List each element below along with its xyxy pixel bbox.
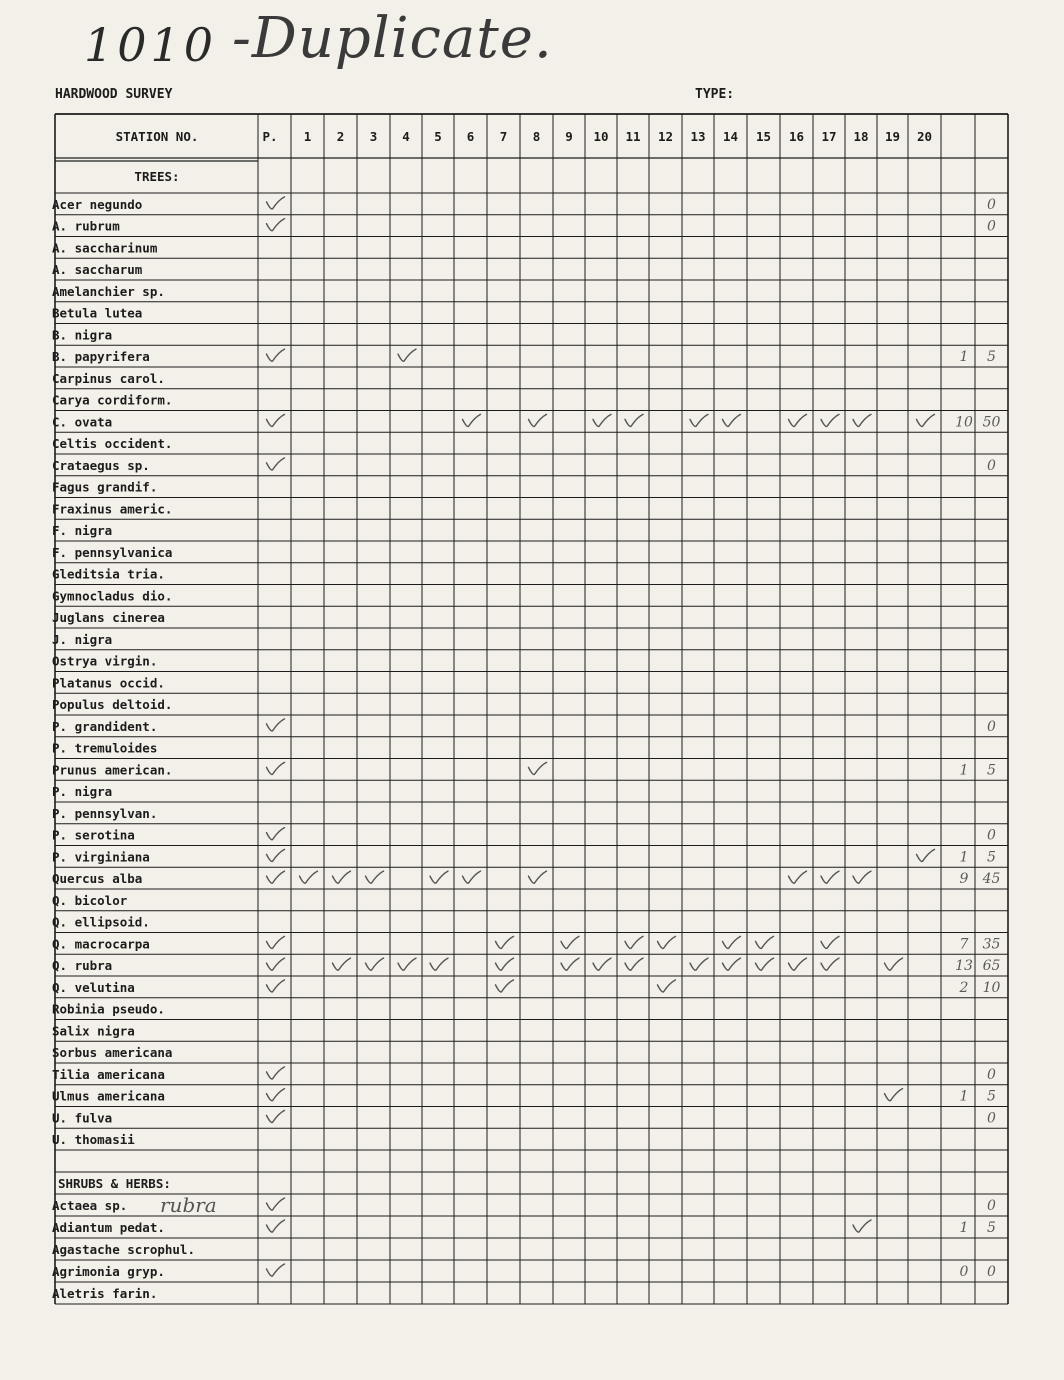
station-count: 1 bbox=[959, 1088, 969, 1105]
trees-section-heading: TREES: bbox=[134, 169, 180, 184]
species-name: B. papyrifera bbox=[52, 349, 150, 364]
species-name: Carpinus carol. bbox=[52, 370, 165, 386]
check-mark bbox=[917, 849, 935, 861]
frequency-percent: 35 bbox=[982, 936, 1001, 953]
check-mark bbox=[496, 958, 514, 970]
species-name: Agrimonia gryp. bbox=[52, 1264, 165, 1279]
species-name: Tilia americana bbox=[52, 1066, 165, 1082]
species-name: Salix nigra bbox=[52, 1023, 135, 1039]
check-mark bbox=[267, 762, 285, 774]
column-header-station: 7 bbox=[499, 129, 508, 144]
species-name: Platanus occid. bbox=[52, 675, 165, 691]
check-mark bbox=[625, 414, 643, 426]
shrubs-section-heading: SHRUBS & HERBS: bbox=[58, 1176, 171, 1191]
frequency-percent: 5 bbox=[987, 1220, 996, 1236]
frequency-percent: 0 bbox=[987, 196, 996, 213]
check-mark bbox=[398, 349, 416, 361]
check-mark bbox=[529, 762, 547, 774]
check-mark bbox=[267, 1110, 285, 1122]
check-mark bbox=[658, 936, 676, 948]
check-mark bbox=[463, 871, 481, 883]
column-header-station: 16 bbox=[788, 129, 805, 144]
frequency-percent: 0 bbox=[987, 1264, 996, 1280]
frequency-percent: 45 bbox=[982, 871, 1001, 887]
check-mark bbox=[625, 958, 643, 970]
frequency-percent: 0 bbox=[987, 1110, 996, 1127]
column-header-station: 4 bbox=[402, 129, 410, 144]
frequency-percent: 5 bbox=[987, 849, 996, 866]
column-header-p: P. bbox=[262, 129, 278, 144]
column-header-station: 5 bbox=[434, 129, 442, 144]
check-mark bbox=[723, 936, 741, 948]
check-mark bbox=[561, 936, 579, 948]
check-mark bbox=[366, 871, 384, 883]
species-name: Fraxinus americ. bbox=[52, 501, 173, 517]
check-mark bbox=[333, 871, 351, 883]
species-name: P. tremuloides bbox=[52, 740, 158, 756]
species-name: Sorbus americana bbox=[52, 1045, 173, 1060]
check-mark bbox=[821, 414, 839, 426]
species-name: Gleditsia tria. bbox=[52, 566, 165, 582]
species-name: Q. velutina bbox=[52, 979, 135, 995]
check-mark bbox=[267, 1089, 285, 1101]
check-mark bbox=[625, 936, 643, 948]
species-name: Agastache scrophul. bbox=[52, 1242, 195, 1257]
check-mark bbox=[267, 1220, 285, 1232]
frequency-percent: 65 bbox=[982, 958, 1001, 974]
species-name: C. ovata bbox=[52, 414, 113, 430]
check-mark bbox=[267, 871, 285, 883]
check-mark bbox=[366, 958, 384, 970]
check-mark bbox=[398, 958, 416, 970]
check-mark bbox=[430, 871, 448, 883]
species-name: P. grandident. bbox=[52, 718, 158, 734]
species-name: F. pennsylvanica bbox=[52, 544, 173, 560]
species-name: Fagus grandif. bbox=[52, 479, 158, 495]
check-mark bbox=[496, 980, 514, 992]
frequency-percent: 5 bbox=[987, 349, 996, 365]
species-name: Celtis occident. bbox=[52, 436, 173, 451]
check-mark bbox=[723, 414, 741, 426]
check-mark bbox=[267, 980, 285, 992]
station-count: 7 bbox=[959, 936, 969, 953]
check-mark bbox=[690, 958, 708, 970]
species-name: Ostrya virgin. bbox=[52, 653, 158, 669]
frequency-percent: 0 bbox=[987, 218, 996, 235]
station-count: 0 bbox=[959, 1264, 969, 1280]
species-name: Betula lutea bbox=[52, 305, 143, 321]
species-name: U. thomasii bbox=[52, 1132, 135, 1147]
frequency-percent: 0 bbox=[987, 457, 996, 474]
species-name: Q. ellipsoid. bbox=[52, 914, 150, 930]
frequency-percent: 0 bbox=[987, 718, 996, 735]
frequency-percent: 5 bbox=[987, 1088, 996, 1105]
station-count: 13 bbox=[955, 958, 973, 974]
check-mark bbox=[885, 1089, 903, 1101]
check-mark bbox=[267, 936, 285, 948]
check-mark bbox=[853, 414, 871, 426]
check-mark bbox=[300, 871, 318, 883]
type-label: TYPE: bbox=[695, 87, 735, 102]
column-header-station: 10 bbox=[593, 129, 609, 144]
species-name: Ulmus americana bbox=[52, 1088, 165, 1104]
species-name: Prunus american. bbox=[52, 762, 173, 778]
species-name: Amelanchier sp. bbox=[52, 283, 165, 299]
handwritten-note: rubra bbox=[160, 1193, 217, 1217]
column-header-station: 11 bbox=[625, 129, 641, 144]
species-name: Q. rubra bbox=[52, 958, 113, 973]
check-mark bbox=[267, 1198, 285, 1210]
species-name: Gymnocladus dio. bbox=[52, 588, 173, 604]
check-mark bbox=[723, 958, 741, 970]
check-mark bbox=[430, 958, 448, 970]
column-header-station: 9 bbox=[565, 129, 573, 144]
check-mark bbox=[267, 1067, 285, 1079]
species-name: Q. bicolor bbox=[52, 892, 128, 908]
column-header-station: 12 bbox=[657, 129, 674, 144]
station-count: 1 bbox=[959, 762, 969, 779]
column-header-station: 20 bbox=[916, 129, 933, 144]
column-header-station: 2 bbox=[336, 129, 345, 144]
handwritten-sheet-number: 1010 bbox=[84, 18, 218, 72]
check-mark bbox=[267, 349, 285, 361]
check-mark bbox=[529, 414, 547, 426]
species-name: A. rubrum bbox=[52, 218, 120, 234]
column-header-station: 18 bbox=[853, 129, 869, 144]
species-name: B. nigra bbox=[52, 327, 113, 343]
check-mark bbox=[463, 414, 481, 426]
check-mark bbox=[821, 936, 839, 948]
species-name: F. nigra bbox=[52, 523, 113, 538]
species-name: Actaea sp. bbox=[52, 1198, 128, 1213]
species-name: Quercus alba bbox=[52, 871, 143, 886]
species-name: Adiantum pedat. bbox=[52, 1220, 165, 1235]
station-count: 2 bbox=[959, 979, 969, 996]
station-count: 10 bbox=[955, 414, 973, 431]
species-name: P. pennsylvan. bbox=[52, 805, 158, 821]
species-name: Q. macrocarpa bbox=[52, 936, 150, 952]
check-mark bbox=[561, 958, 579, 970]
column-header-station: 13 bbox=[690, 129, 706, 144]
check-mark bbox=[821, 871, 839, 883]
species-name: A. saccharum bbox=[52, 262, 143, 277]
check-mark bbox=[267, 719, 285, 731]
column-header-station: 1 bbox=[303, 129, 312, 144]
check-mark bbox=[267, 197, 285, 209]
handwritten-duplicate-note: -Duplicate. bbox=[232, 6, 553, 71]
check-mark bbox=[267, 1264, 285, 1276]
check-mark bbox=[529, 871, 547, 883]
check-mark bbox=[756, 936, 774, 948]
species-name: P. nigra bbox=[52, 784, 113, 799]
column-header-station: 14 bbox=[722, 129, 739, 144]
station-count: 1 bbox=[959, 349, 969, 365]
station-count: 1 bbox=[959, 1220, 969, 1236]
species-name: Acer negundo bbox=[52, 196, 143, 212]
check-mark bbox=[593, 414, 611, 426]
column-header-station: 6 bbox=[466, 129, 475, 144]
species-name: Juglans cinerea bbox=[52, 610, 165, 625]
species-name: Aletris farin. bbox=[52, 1286, 158, 1301]
form-title: HARDWOOD SURVEY bbox=[55, 87, 173, 102]
frequency-percent: 10 bbox=[982, 979, 1001, 996]
check-mark bbox=[267, 458, 285, 470]
species-name: P. virginiana bbox=[52, 849, 150, 865]
species-name: Populus deltoid. bbox=[52, 697, 173, 712]
frequency-percent: 0 bbox=[987, 1066, 996, 1083]
check-mark bbox=[821, 958, 839, 970]
species-name: P. serotina bbox=[52, 827, 135, 843]
check-mark bbox=[267, 828, 285, 840]
frequency-percent: 0 bbox=[987, 827, 996, 844]
check-mark bbox=[658, 980, 676, 992]
check-mark bbox=[853, 871, 871, 883]
check-mark bbox=[756, 958, 774, 970]
check-mark bbox=[885, 958, 903, 970]
check-mark bbox=[267, 958, 285, 970]
check-mark bbox=[333, 958, 351, 970]
check-mark bbox=[917, 414, 935, 426]
column-header-station: 15 bbox=[755, 129, 772, 144]
check-mark bbox=[853, 1220, 871, 1232]
column-header-station: 8 bbox=[532, 129, 541, 144]
column-header-station: 17 bbox=[821, 129, 837, 144]
check-mark bbox=[789, 871, 807, 883]
check-mark bbox=[267, 849, 285, 861]
species-name: J. nigra bbox=[52, 631, 113, 647]
column-header-station: 3 bbox=[369, 129, 378, 144]
frequency-percent: 5 bbox=[987, 762, 996, 779]
species-name: U. fulva bbox=[52, 1110, 113, 1126]
check-mark bbox=[267, 219, 285, 231]
frequency-percent: 50 bbox=[982, 414, 1001, 431]
check-mark bbox=[789, 958, 807, 970]
check-mark bbox=[496, 936, 514, 948]
species-name: Crataegus sp. bbox=[52, 457, 150, 473]
station-count: 9 bbox=[959, 871, 969, 887]
station-number-header: STATION NO. bbox=[115, 129, 199, 144]
check-mark bbox=[593, 958, 611, 970]
species-name: A. saccharinum bbox=[52, 240, 158, 256]
check-mark bbox=[789, 414, 807, 426]
species-name: Carya cordiform. bbox=[52, 392, 173, 408]
species-name: Robinia pseudo. bbox=[52, 1001, 165, 1017]
station-count: 1 bbox=[959, 849, 969, 866]
column-header-station: 19 bbox=[884, 129, 901, 144]
check-mark bbox=[267, 414, 285, 426]
frequency-percent: 0 bbox=[987, 1198, 996, 1214]
check-mark bbox=[690, 414, 708, 426]
